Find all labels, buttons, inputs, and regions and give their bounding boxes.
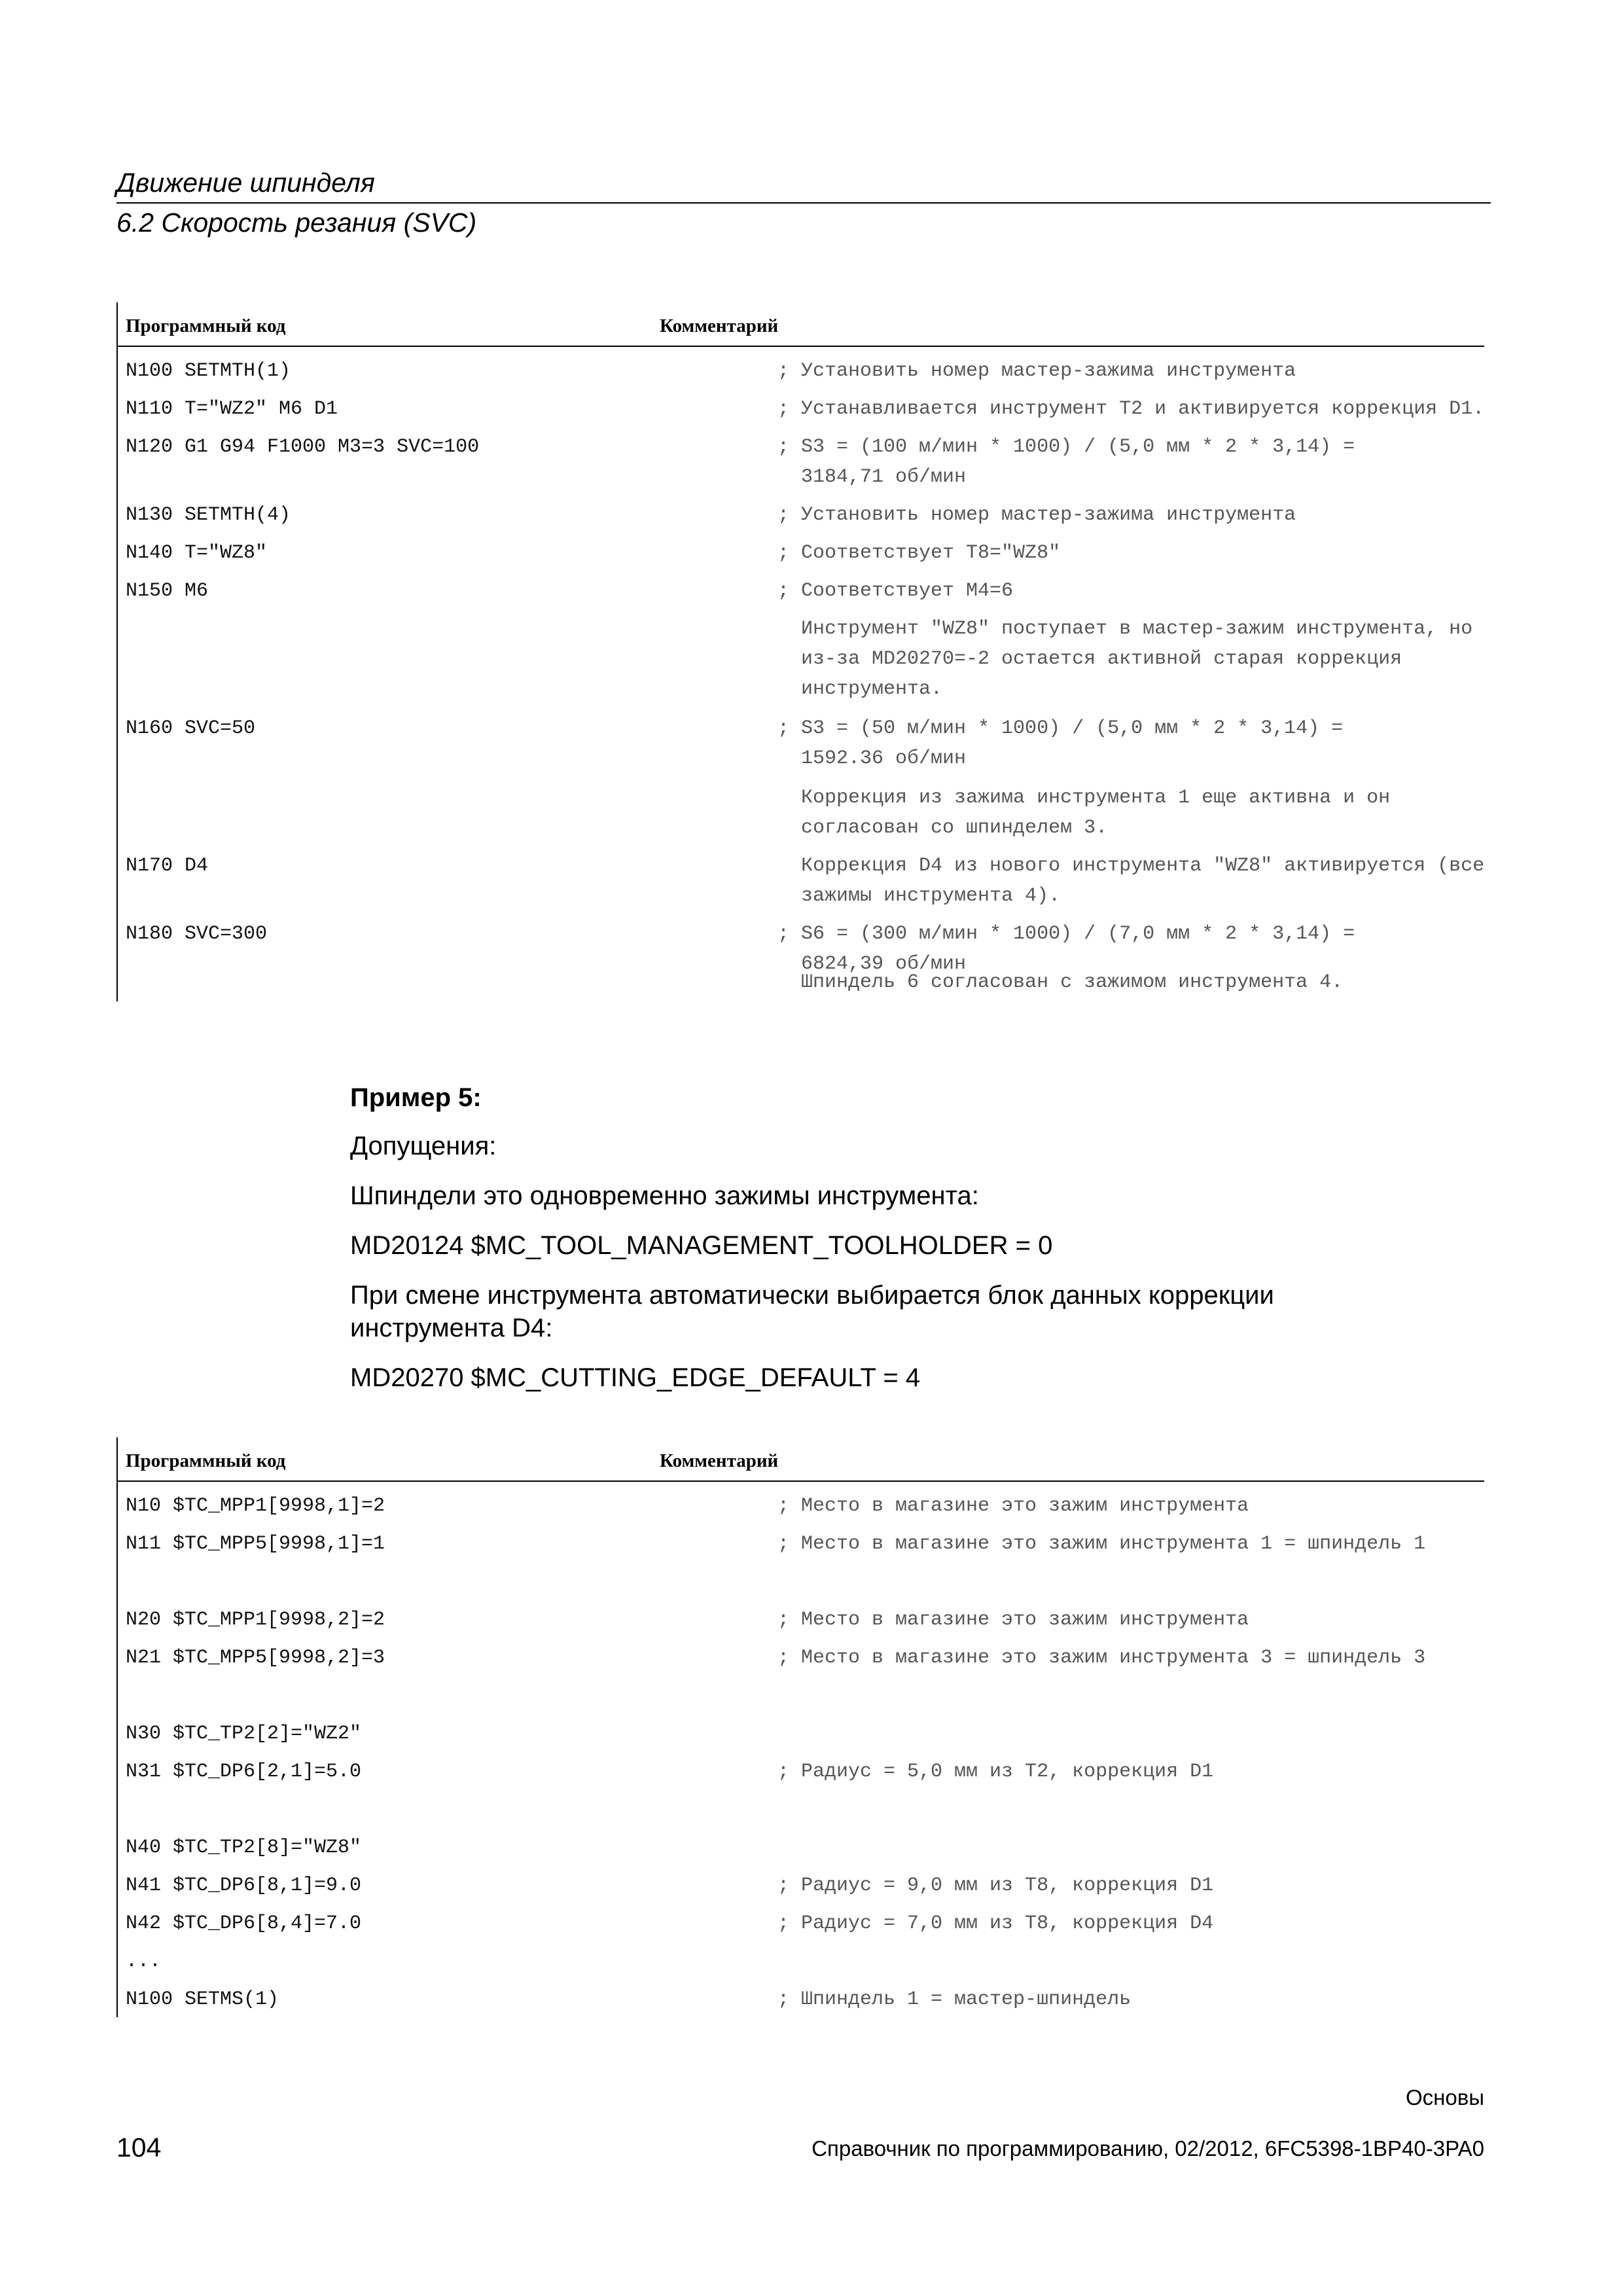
column-header-code: Программный код — [126, 1450, 286, 1471]
machine-data-line: MD20270 $MC_CUTTING_EDGE_DEFAULT = 4 — [350, 1363, 921, 1392]
table-row-code: N31 $TC_DP6[2,1]=5.0 — [126, 1761, 362, 1783]
table-row-code: N130 SETMTH(4) — [126, 504, 291, 526]
table-header-rule — [116, 1480, 1484, 1482]
column-header-comment: Комментарий — [660, 1450, 779, 1471]
table-row-comment: ; Установить номер мастер-зажима инструмента — [777, 360, 1296, 382]
column-header-comment: Комментарий — [660, 315, 779, 336]
table-row-code: N100 SETMS(1) — [126, 1988, 279, 2011]
table-row-code: N40 $TC_TP2[8]="WZ8" — [126, 1837, 362, 1859]
table-row-code: N30 $TC_TP2[2]="WZ2" — [126, 1723, 362, 1745]
page-number: 104 — [116, 2132, 162, 2162]
section-title: 6.2 Скорость резания (SVC) — [116, 207, 477, 238]
table-row-code: N100 SETMTH(1) — [126, 360, 291, 382]
table-row-comment: Коррекция из зажима инструмента 1 еще активна и он согласован со шпинделем 3. — [801, 787, 1391, 839]
table-row-comment: ; S6 = (300 м/мин * 1000) / (7,0 мм * 2 * 3,14) = 6824,39 об/мин — [777, 923, 1355, 975]
table-row-comment: ; Соответствует M4=6 — [777, 580, 1014, 602]
table-row-code: N41 $TC_DP6[8,1]=9.0 — [126, 1874, 362, 1897]
table-row-comment: ; Радиус = 9,0 мм из T8, коррекция D1 — [777, 1874, 1214, 1897]
table-row-comment: ; Место в магазине это зажим инструмента 1 = шпиндель 1 — [777, 1533, 1426, 1555]
table-row-comment: ; Место в магазине это зажим инструмента — [777, 1609, 1249, 1631]
table-row-code: N110 T="WZ2" M6 D1 — [126, 398, 338, 420]
code-table-1 — [116, 302, 1484, 1001]
table-row-comment: ; Устанавливается инструмент T2 и активируется коррекция D1. — [777, 398, 1485, 420]
footer-book-title: Основы — [1406, 2085, 1484, 2109]
header-divider — [116, 202, 1491, 204]
table-row-code: N140 T="WZ8" — [126, 542, 268, 564]
example-title: Пример 5: — [350, 1083, 482, 1112]
table-row-comment: Инструмент "WZ8" поступает в мастер-зажим инструмента, но из-за MD20270=-2 остается активной старая коррекция инструмента. — [801, 618, 1473, 700]
code-table-2 — [116, 1437, 1484, 2017]
table-row-comment: ; Место в магазине это зажим инструмента — [777, 1495, 1249, 1517]
table-row-comment: ; Шпиндель 1 = мастер-шпиндель — [777, 1988, 1132, 2011]
example-paragraph: Шпиндели это одновременно зажимы инструмента: — [350, 1181, 979, 1210]
table-left-border — [116, 1437, 118, 2017]
chapter-title: Движение шпинделя — [116, 168, 375, 198]
table-row-comment: ; S3 = (50 м/мин * 1000) / (5,0 мм * 2 * 3,14) = 1592.36 об/мин — [777, 717, 1344, 770]
machine-data-line: MD20124 $MC_TOOL_MANAGEMENT_TOOLHOLDER = 0 — [350, 1231, 1053, 1260]
table-row-comment: Шпиндель 6 согласован с зажимом инструмента 4. — [777, 971, 1344, 994]
footer-reference: Справочник по программированию, 02/2012, 6FC5398-1BP40-3PA0 — [812, 2136, 1484, 2161]
table-header-rule — [116, 346, 1484, 347]
table-row-comment: ; Соответствует T8="WZ8" — [777, 542, 1061, 564]
table-row-code: ... — [126, 1950, 162, 1973]
table-row-code: N180 SVC=300 — [126, 923, 268, 945]
table-row-comment: ; S3 = (100 м/мин * 1000) / (5,0 мм * 2 * 3,14) = 3184,71 об/мин — [777, 436, 1355, 488]
table-row-code: N150 M6 — [126, 580, 209, 602]
table-row-code: N170 D4 — [126, 855, 209, 877]
column-header-code: Программный код — [126, 315, 286, 336]
example-paragraph: При смене инструмента автоматически выбирается блок данных коррекции — [350, 1281, 1274, 1310]
table-row-code: N11 $TC_MPP5[9998,1]=1 — [126, 1533, 385, 1555]
table-row-comment: ; Место в магазине это зажим инструмента 3 = шпиндель 3 — [777, 1647, 1426, 1669]
table-row-code: N21 $TC_MPP5[9998,2]=3 — [126, 1647, 385, 1669]
table-row-code: N42 $TC_DP6[8,4]=7.0 — [126, 1912, 362, 1935]
assumptions-label: Допущения: — [350, 1132, 497, 1160]
table-row-code: N120 G1 G94 F1000 M3=3 SVC=100 — [126, 436, 480, 458]
table-row-comment: Коррекция D4 из нового инструмента "WZ8" активируется (все зажимы инструмента 4). — [801, 855, 1485, 907]
table-left-border — [116, 302, 118, 1001]
table-row-code: N20 $TC_MPP1[9998,2]=2 — [126, 1609, 385, 1631]
table-row-code: N160 SVC=50 — [126, 717, 256, 740]
table-row-comment: ; Радиус = 7,0 мм из T8, коррекция D4 — [777, 1912, 1214, 1935]
table-row-comment: ; Радиус = 5,0 мм из T2, коррекция D1 — [777, 1761, 1214, 1783]
table-row-comment: ; Установить номер мастер-зажима инструмента — [777, 504, 1296, 526]
example-paragraph: инструмента D4: — [350, 1314, 553, 1342]
table-row-code: N10 $TC_MPP1[9998,1]=2 — [126, 1495, 385, 1517]
